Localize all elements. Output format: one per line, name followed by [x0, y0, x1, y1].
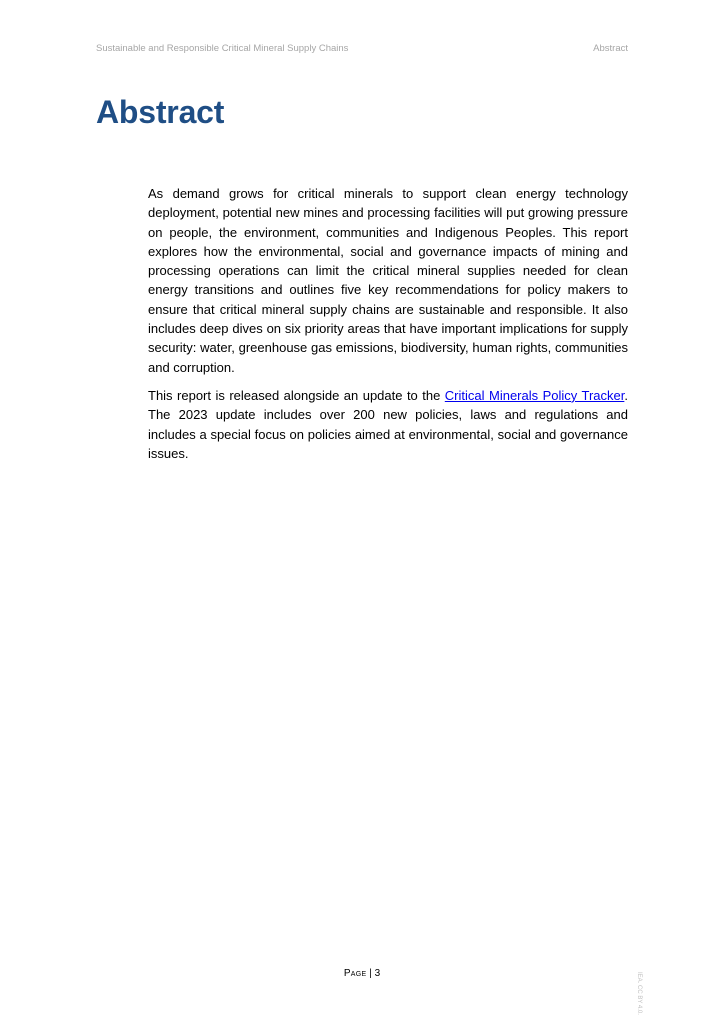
running-header-title: Sustainable and Responsible Critical Mineral Supply Chains — [96, 43, 349, 54]
abstract-paragraph-1: As demand grows for critical minerals to support clean energy technology deployment, potential new mines and processing facilities will put growing pressure on people, the environment, communities and Indigenous Peoples. This report explores how the environmental, social and governance impacts of mining and processing operations can limit the critical mineral supplies needed for clean energy transitions and outlines five key recommendations for policy makers to ensure that critical mineral supply chains are sustainable and responsible. It also includes deep dives on six priority areas that have important implications for supply security: water, greenhouse gas emissions, biodiversity, human rights, communities and corruption. — [148, 186, 628, 375]
page-number: 3 — [374, 968, 381, 979]
page-separator: | — [366, 968, 375, 979]
running-header-section: Abstract — [593, 43, 628, 54]
paragraph-2-rest: . The 2023 update includes over 200 new policies, laws and regulations and includes a special focus on policies aimed at environmental, social and governance issues. — [148, 387, 628, 461]
critical-minerals-policy-tracker-link[interactable]: Critical Minerals Policy Tracker — [444, 387, 625, 403]
page-title: Abstract — [96, 94, 225, 130]
page-label: Page — [343, 968, 367, 979]
paragraph-2-intro: This report is released alongside an update to the — [148, 387, 445, 403]
side-license-code: IEA. CC BY 4.0. — [636, 972, 642, 1015]
page-footer — [0, 968, 724, 979]
abstract-paragraph-2 — [148, 386, 628, 463]
abstract-body — [148, 184, 628, 472]
